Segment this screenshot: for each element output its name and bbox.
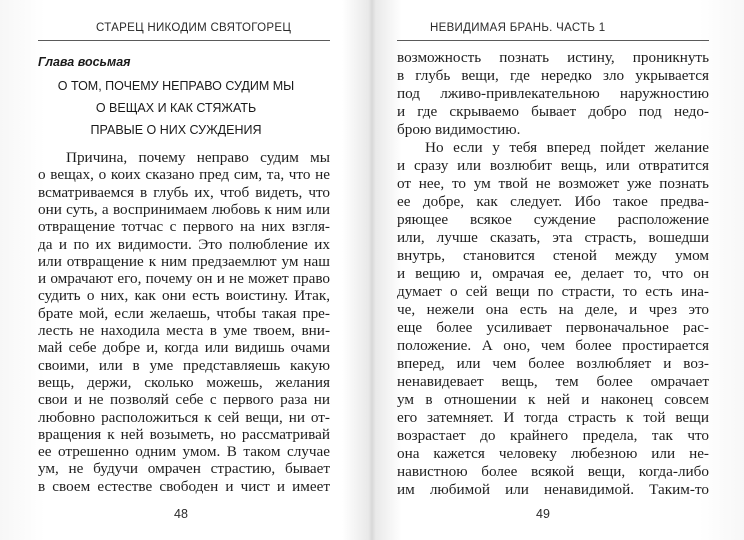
text-line: вещь, держи, сколько можешь, желания	[38, 373, 330, 391]
text-line: внутрь, становится стеной между умом	[397, 247, 709, 264]
text-line: возрастает до крайнего предела, так что	[397, 427, 709, 444]
chapter-title-line: ПРАВЫЕ О НИХ СУЖДЕНИЯ	[90, 123, 262, 137]
text-line: его затемняет. И тогда страсть к той вещи	[397, 409, 709, 426]
header-rule	[38, 40, 330, 41]
text-line: навистною более всякой вещи, когда-либо	[397, 463, 709, 480]
text-line: в своем естестве свободен и чист и имеет	[38, 477, 330, 495]
text-line: всматриваемся в глубь их, чтоб видеть, что	[38, 183, 330, 201]
text-line: о вещах, о коих сказано пред сим, та, что не	[38, 166, 330, 184]
text-line: им любимой или ненавидимой. Таким-то	[397, 481, 709, 498]
text-line: своими, или в уме представляешь какую	[38, 356, 330, 374]
text-line: ум, не будучи омрачен страстию, бывает	[38, 460, 330, 478]
text-line: свои и не позволяй себе с первого раза ни	[38, 391, 330, 409]
page-number: 48	[174, 507, 188, 521]
text-line: она кажется человеку любезною или не-	[397, 445, 709, 462]
text-line: или отвращение к ним предзаемлют ум наш	[38, 252, 330, 270]
text-line: Причина, почему неправо судим мы	[66, 149, 330, 166]
chapter-title-line: О ВЕЩАХ И КАК СТЯЖАТЬ	[95, 101, 257, 115]
text-line: и где скрываемо бывает добро под недо-	[397, 103, 709, 120]
text-line: или, лучше сказать, эта страсть, вошедши	[397, 229, 709, 246]
text-line: Но если у тебя вперед пойдет желание	[425, 139, 709, 156]
text-line: в глубь вещи, где нередко зло укрывается	[397, 67, 709, 84]
text-line: под лживо-привлекательною наружностию	[397, 85, 709, 102]
text-line: думает о сей вещи по страсти, то есть ина-	[397, 283, 709, 300]
running-head-author: СТАРЕЦ НИКОДИМ СВЯТОГОРЕЦ	[96, 22, 292, 34]
text-line: еще более усиливает первоначальное рас-	[397, 319, 709, 336]
chapter-title-line: О ТОМ, ПОЧЕМУ НЕПРАВО СУДИМ МЫ	[57, 79, 295, 93]
text-line: они суть, а воспринимаем любовь к ним или	[38, 200, 330, 218]
text-line: от нее, то ум твой не возможет уже познать	[397, 175, 709, 192]
text-line: судить о них, как они есть воистину. Итак,	[38, 287, 330, 305]
text-line: да и по их видимости. Это полюбление их	[38, 235, 330, 253]
text-line: ряющее всякое суждение расположение	[397, 211, 709, 228]
right-page	[372, 0, 744, 540]
text-line: и сразу или возлюбит вещь, или отвратится	[397, 157, 709, 174]
text-line: любовно расположиться к сей вещи, ни от-	[38, 408, 330, 426]
text-line: ум в отношении к ней и наконец совсем	[397, 391, 709, 408]
text-line: май себе добре и, когда или видишь очами	[38, 339, 330, 357]
text-line: че, нежели она есть на деле, и чрез это	[397, 301, 709, 318]
text-line: брою видимостию.	[397, 121, 521, 138]
text-line: отвращение тотчас с первого на них взгля-	[38, 218, 330, 236]
text-line: и вещию и, омрачая ее, делает то, что он	[397, 265, 709, 282]
text-line: ее добре, как следует. Ибо такое предва-	[397, 193, 709, 210]
text-line: брате мой, если желаешь, чтобы такая пре-	[38, 304, 330, 322]
page-number: 49	[536, 507, 550, 521]
text-line: вперед, или чем более возлюбляет и воз-	[397, 355, 709, 372]
running-head-title: НЕВИДИМАЯ БРАНЬ. ЧАСТЬ 1	[430, 22, 606, 34]
header-rule	[397, 40, 709, 41]
text-line: ее отрешенно одним умом. В таком случае	[38, 443, 330, 461]
chapter-label: Глава восьмая	[38, 55, 131, 69]
text-line: и омрачают его, почему он и не может право	[38, 270, 330, 288]
text-line: положение. А оно, чем более простирается	[397, 337, 709, 354]
text-line: ненавидевает вещь, тем более омрачает	[397, 373, 709, 390]
text-line: лесть не находила места в уме твоем, вни-	[38, 322, 330, 339]
text-line: возможность познать истину, проникнуть	[397, 49, 709, 66]
text-line: вращения к ней возыметь, но рассматривай	[38, 425, 330, 443]
